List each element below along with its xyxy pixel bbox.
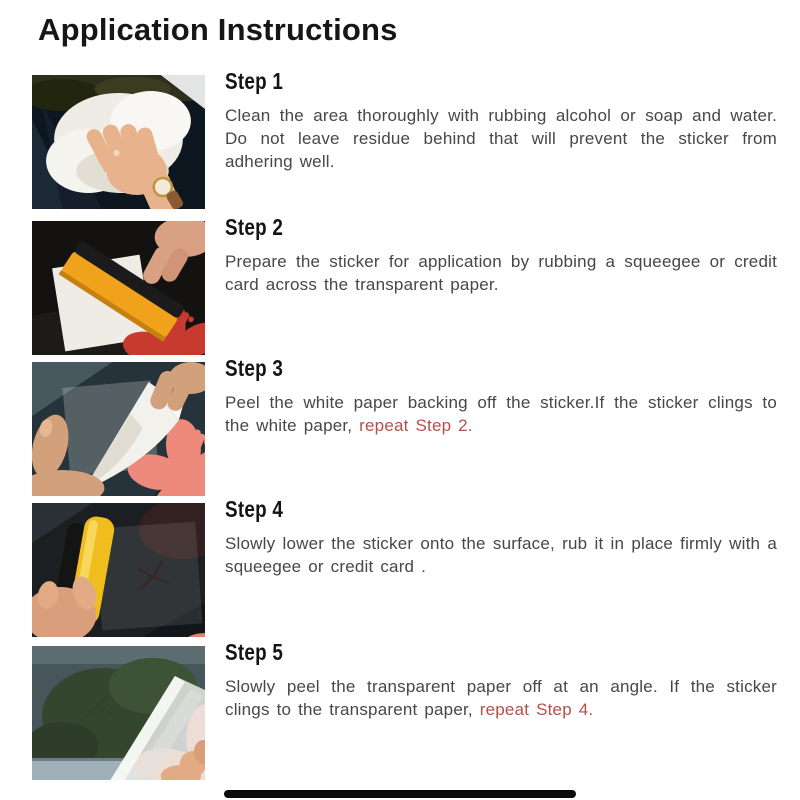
step1-body-text: Clean the area thoroughly with rubbing alcohol or soap and water. Do not leave residue behind that will prevent the sticker from adhering well. [225,106,777,171]
step4-photo-press-sticker [32,503,205,637]
cleaning-cloth-illustration [32,75,205,209]
peel-transfer-illustration [32,646,205,780]
step5-title: Step 5 [225,639,284,665]
step3-photo-peel-backing [32,362,205,496]
step3-body [225,391,777,437]
step2-content [225,215,777,296]
step1-body [225,104,777,173]
step2-body [225,250,777,296]
step5-repeat-note: repeat Step 4. [479,700,594,719]
page-title: Application Instructions [38,12,398,47]
step3-body-text: Peel the white paper backing off the sticker.If the sticker clings to the white paper, [225,393,777,435]
step3-title: Step 3 [225,355,284,381]
press-sticker-illustration [32,503,205,637]
step4-title: Step 4 [225,496,284,522]
step2-photo-squeegee-prep [32,221,205,355]
step2-title: Step 2 [225,214,284,240]
step1-title: Step 1 [225,68,284,94]
step1-photo-cleaning [32,75,205,209]
step1-content [225,69,777,173]
step2-body-text: Prepare the sticker for application by rubbing a squeegee or credit card across the transparent paper. [225,252,777,294]
step5-body-text: Slowly peel the transparent paper off at an angle. If the sticker clings to the transparent paper, [225,677,777,719]
step5-content [225,640,777,721]
step3-content [225,356,777,437]
step3-repeat-note: repeat Step 2. [359,416,473,435]
home-indicator-bar [224,790,576,798]
step4-body-text: Slowly lower the sticker onto the surface, rub it in place firmly with a squeegee or credit card . [225,534,777,576]
step5-body [225,675,777,721]
peel-backing-illustration [32,362,205,496]
squeegee-prep-illustration [32,221,205,355]
step4-content [225,497,777,578]
step5-photo-peel-transfer [32,646,205,780]
step4-body [225,532,777,578]
